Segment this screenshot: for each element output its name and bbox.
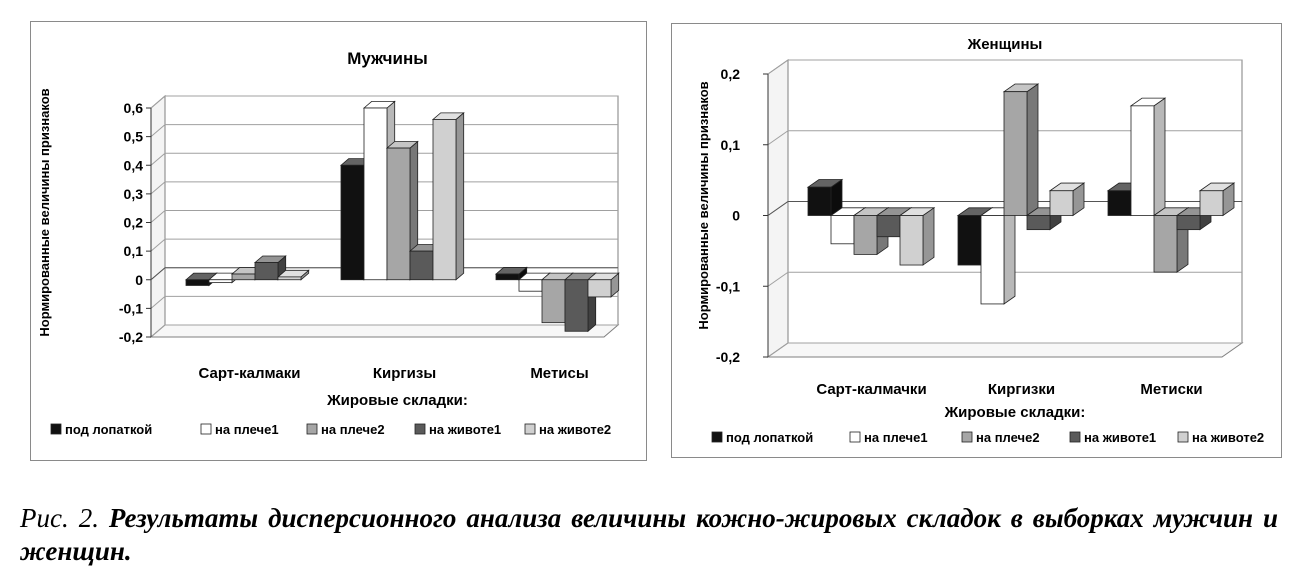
bar-front <box>496 274 519 280</box>
bar-front <box>1200 191 1223 216</box>
bar-front <box>519 280 542 291</box>
bar-5-1 <box>900 208 934 265</box>
floor <box>151 325 618 337</box>
bar-front <box>1177 216 1200 230</box>
bar-front <box>255 263 278 280</box>
legend-label: на животе2 <box>1192 430 1265 445</box>
y-tick-label: -0,1 <box>118 300 143 317</box>
chart-women <box>672 24 1283 459</box>
bar-front <box>1027 216 1050 230</box>
legend-label: на плече2 <box>976 430 1040 445</box>
bar-front <box>588 280 611 297</box>
caption-lead: Рис. 2. <box>20 503 99 533</box>
x-category-label: Киргизы <box>372 365 437 382</box>
bar-5-3 <box>1200 183 1234 215</box>
y-tick-label: 0 <box>732 207 740 224</box>
y-tick-label: 0,5 <box>123 128 143 145</box>
y-tick-label: 0,4 <box>123 157 143 174</box>
legend-item-3 <box>307 422 385 437</box>
legend-item-2 <box>201 422 279 437</box>
legend-swatch <box>307 424 317 434</box>
x-category-label: Киргизки <box>987 381 1056 398</box>
legend-swatch <box>525 424 535 434</box>
y-tick-label: 0 <box>135 271 143 288</box>
x-category-label: Метиски <box>1140 381 1203 398</box>
legend-label: под лопаткой <box>726 430 814 445</box>
bar-1-1 <box>808 180 842 216</box>
legend-label: на животе2 <box>539 422 612 437</box>
bar-front <box>831 216 854 244</box>
bar-front <box>1108 191 1131 216</box>
chart-panel-men <box>30 21 647 461</box>
bar-front <box>542 280 565 323</box>
chart-men <box>31 22 648 462</box>
x-axis-title: Жировые складки: <box>944 404 1086 421</box>
y-axis-title: Нормированные величины признаков <box>696 81 711 330</box>
bar-5-2 <box>433 113 464 280</box>
chart-title: Женщины <box>967 36 1043 53</box>
legend-item-5 <box>525 422 611 437</box>
bar-front <box>981 216 1004 304</box>
legend-item-1 <box>51 422 152 437</box>
legend-swatch <box>962 432 972 442</box>
x-axis-title: Жировые складки: <box>327 392 468 409</box>
legend-swatch <box>51 424 61 434</box>
y-tick-label: 0,2 <box>720 66 740 82</box>
legend-label: на животе1 <box>429 422 502 437</box>
x-category-label: Метисы <box>530 365 589 382</box>
bar-front <box>364 108 387 280</box>
y-tick-label: -0,1 <box>715 278 740 295</box>
legend-swatch <box>201 424 211 434</box>
chart-title: Мужчины <box>347 49 428 68</box>
bar-front <box>808 187 831 215</box>
y-tick-label: 0,1 <box>720 136 740 153</box>
legend-label: под лопаткой <box>65 422 153 437</box>
caption-body: Результаты дисперсионного анализа величины кожно-жировых складок в выборках мужчин и женщин. <box>20 503 1279 566</box>
bar-front <box>1131 106 1154 216</box>
legend-swatch <box>1178 432 1188 442</box>
legend-label: на плече1 <box>864 430 928 445</box>
bar-front <box>1050 191 1073 216</box>
bar-side <box>923 208 934 265</box>
legend-swatch <box>415 424 425 434</box>
legend-swatch <box>850 432 860 442</box>
y-tick-label: 0,3 <box>123 185 143 202</box>
bar-front <box>209 280 232 283</box>
bar-side <box>1027 84 1038 216</box>
bar-front <box>1004 92 1027 216</box>
y-tick-label: -0,2 <box>715 349 740 365</box>
bar-front <box>387 148 410 280</box>
y-tick-label: 0,6 <box>123 100 143 116</box>
chart-panel-women <box>671 23 1282 458</box>
bar-front <box>958 216 981 266</box>
legend-label: на животе1 <box>1084 430 1157 445</box>
bar-3-2 <box>1004 84 1038 216</box>
legend-item-2 <box>850 430 928 445</box>
bar-front <box>877 216 900 237</box>
y-tick-label: 0,2 <box>123 214 143 231</box>
bar-front <box>433 119 456 279</box>
bar-front <box>1154 216 1177 273</box>
floor <box>768 343 1242 357</box>
bar-front <box>186 280 209 286</box>
legend-item-3 <box>962 430 1040 445</box>
figure-caption <box>20 502 1278 568</box>
bar-side <box>1154 98 1165 215</box>
bar-5-2 <box>1050 183 1084 215</box>
legend-item-5 <box>1178 430 1264 445</box>
y-axis-title: Нормированные величины признаков <box>37 88 52 337</box>
legend-swatch <box>1070 432 1080 442</box>
bar-front <box>900 216 923 266</box>
y-tick-label: -0,2 <box>118 329 143 345</box>
legend-item-4 <box>415 422 501 437</box>
bar-2-2 <box>981 208 1015 304</box>
legend-label: на плече2 <box>321 422 385 437</box>
bar-front <box>341 165 364 280</box>
bar-side <box>1004 208 1015 304</box>
bar-front <box>854 216 877 255</box>
bar-side <box>456 113 464 280</box>
bar-front <box>410 251 433 280</box>
legend <box>51 422 611 437</box>
legend-swatch <box>712 432 722 442</box>
legend <box>712 430 1264 445</box>
x-category-label: Сарт-калмаки <box>198 365 301 382</box>
bar-2-3 <box>1131 98 1165 215</box>
bar-5-3 <box>588 273 619 297</box>
y-tick-label: 0,1 <box>123 243 143 260</box>
legend-item-1 <box>712 430 813 445</box>
legend-label: на плече1 <box>215 422 279 437</box>
bar-front <box>232 274 255 280</box>
legend-item-4 <box>1070 430 1156 445</box>
bar-front <box>278 277 301 280</box>
bar-front <box>565 280 588 332</box>
x-category-label: Сарт-калмачки <box>816 381 927 398</box>
